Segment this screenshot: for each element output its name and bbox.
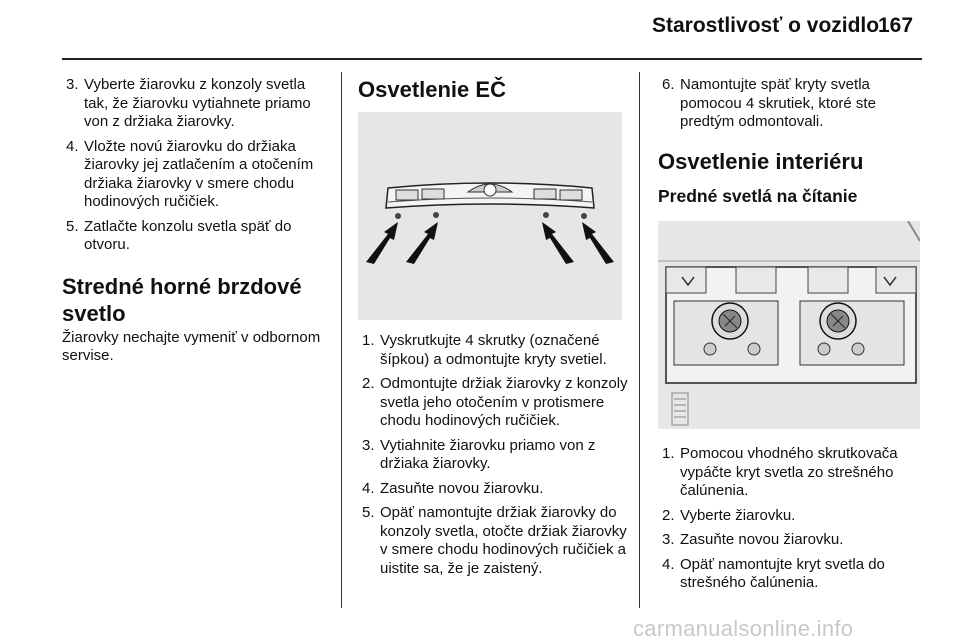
subsection-title-reading-lights: Predné svetlá na čítanie xyxy=(658,185,858,206)
header-rule xyxy=(62,58,922,60)
middle-column xyxy=(358,76,624,103)
right-steps-container xyxy=(658,445,922,599)
middle-steps-list xyxy=(358,332,628,578)
reading-lights-figure xyxy=(658,221,920,429)
list-item: 4. Zasuňte novou žiarovku. xyxy=(362,479,544,497)
list-item: 1. Vyskrutkujte 4 skrutky (označené šípkou) a odmontujte kryty svetiel. xyxy=(362,332,607,368)
right-column-top xyxy=(658,76,920,207)
section-title-brake-light: Stredné horné brzdové svetlo xyxy=(62,273,302,326)
list-item: 4. Vložte novú žiarovku do držiaka žiarovky jej zatlačením a otočením držiaka žiarovky v smere chodu hodinových ručičiek. xyxy=(66,137,314,210)
list-item: 4. Opäť namontujte kryt svetla do strešného čalúnenia. xyxy=(662,555,885,591)
section-title-license-light: Osvetlenie EČ xyxy=(358,77,506,102)
section-title-interior-light: Osvetlenie interiéru xyxy=(658,148,864,174)
list-item: 2. Vyberte žiarovku. xyxy=(662,506,796,524)
list-item: 3. Zasuňte novou žiarovku. xyxy=(662,531,844,548)
list-item: 5. Opäť namontujte držiak žiarovky do konzoly svetla, otočte držiak žiarovky v smere chodu hodinových ručičiek a uistite sa, že je zaistený. xyxy=(362,504,627,577)
watermark-text: carmanualsonline.info xyxy=(633,616,854,641)
list-item: 1. Pomocou vhodného skrutkovača vypáčte kryt svetla zo strešného čalúnenia. xyxy=(662,445,898,499)
left-column xyxy=(62,76,326,366)
list-item: 6. Namontujte späť kryty svetla pomocou 4 skrutiek, ktoré ste predtým odmontovali. xyxy=(662,76,876,130)
list-item: 3. Vyberte žiarovku z konzoly svetla tak, že žiarovku vytiahnete priamo von z držiaka žiarovky. xyxy=(66,76,311,130)
left-steps-list xyxy=(62,76,326,255)
brake-light-paragraph: Žiarovky nechajte vymeniť v odbornom servise. xyxy=(62,328,321,364)
right-top-steps-list xyxy=(658,76,920,132)
page-number: 167 xyxy=(878,14,914,37)
middle-steps-container xyxy=(358,332,628,584)
page-header-title: Starostlivosť o vozidlo xyxy=(652,14,880,37)
license-light-illustration xyxy=(358,112,622,320)
list-item: 5. Zatlačte konzolu svetla späť do otvoru. xyxy=(66,217,292,253)
reading-lights-illustration xyxy=(658,221,920,429)
list-item: 3. Vytiahnite žiarovku priamo von z držiaka žiarovky. xyxy=(362,436,596,472)
column-divider-left xyxy=(341,72,342,608)
license-plate-light-figure xyxy=(358,112,622,320)
column-divider-right xyxy=(639,72,640,608)
right-steps-list xyxy=(658,445,922,593)
list-item: 2. Odmontujte držiak žiarovky z konzoly svetla jeho otočením v protismere chodu hodinových ručičiek. xyxy=(362,375,628,429)
